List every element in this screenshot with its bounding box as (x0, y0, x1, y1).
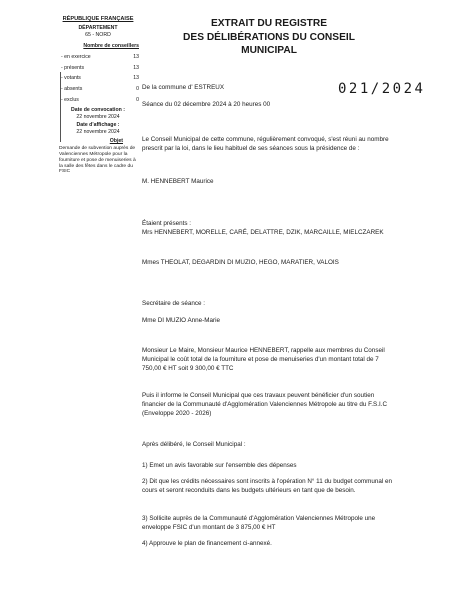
title-line: EXTRAIT DU REGISTRE (210, 18, 328, 29)
count-label: - exclus (61, 96, 79, 103)
affichage-block (57, 122, 139, 135)
decision-item: 1) Emet un avis favorable sur l'ensemble des dépenses (142, 462, 297, 469)
secretaire-name: Mme DI MUZIO Anne-Marie (142, 317, 221, 324)
count-label: - absents (61, 86, 83, 93)
count-row (57, 86, 139, 93)
count-value: 0 (136, 86, 139, 93)
affichage-date: 22 novembre 2024 (76, 128, 120, 135)
departement-label: DÉPARTEMENT (78, 24, 118, 31)
convocation-date: 22 novembre 2024 (76, 113, 120, 120)
count-row (57, 54, 139, 61)
count-value: 13 (133, 53, 139, 60)
title-line: DES DÉLIBÉRATIONS DU CONSEIL (183, 31, 355, 43)
decision-item: 2) Dit que les crédits nécessaires sont inscrits à l'opération N° 11 du budget communal en cours et seront reconduits dans les budgets ultérieurs en tant que de besoin. (142, 478, 393, 494)
seance-line: Séance du 02 décembre 2024 à 20 heures 00 (142, 101, 271, 108)
count-value: 13 (133, 75, 139, 82)
convocation-label: Date de convocation : (71, 107, 125, 114)
document-title (160, 17, 378, 58)
convocation-block (57, 107, 139, 120)
objet-text: Demande de subvention auprès de Valenciennes Métropole pour la fourniture et pose de menuiseries à la salle des fêtes dans le cadre du FSIC (59, 145, 136, 175)
nombre-conseillers-label: Nombre de conseillers (83, 42, 139, 49)
presents-mrs: Mrs HENNEBERT, MORELLE, CARÉ, DELATTRE, DZIK, MARCAILLE, MIELCZAREK (142, 228, 384, 236)
objet-label: Objet (109, 138, 123, 145)
count-row (57, 97, 139, 104)
secretaire-label: Secrétaire de séance : (142, 300, 206, 307)
count-label: - votants (61, 75, 81, 82)
count-value: 13 (133, 64, 139, 71)
count-label: - présents (61, 64, 85, 71)
cost-paragraph: Monsieur Le Maire, Monsieur Maurice HENNEBERT, rappelle aux membres du Conseil Municipal le coût total de la fourniture et pose de menuiseries d'un montant total de 7 750,00 € HT soit 9 300,00 € TTC (142, 347, 385, 372)
sidebar-info (57, 16, 139, 175)
republique-label: RÉPUBLIQUE FRANÇAISE (62, 16, 134, 22)
department-number: 65 - NORD (85, 32, 111, 39)
affichage-label: Date d'affichage : (76, 122, 120, 129)
deliberation-label: Après délibéré, le Conseil Municipal : (142, 441, 246, 448)
decision-item: 3) Sollicite auprès de la Communauté d'Agglomération Valenciennes Métropole une enveloppe FSIC d'un montant de 3 875,00 € HT (142, 515, 376, 531)
commune-line: De la commune d' ESTREUX (142, 84, 225, 91)
sidebar-divider (60, 72, 61, 142)
funding-paragraph: Puis il informe le Conseil Municipal que ces travaux peuvent bénéficier d'un soutien financier de la Communauté d'Agglomération Valenciennes Métropole au titre du F.S.I.C (Enveloppe 2020 - 2026) (142, 392, 388, 417)
decision-item: 4) Approuve le plan de financement ci-annexé. (142, 540, 272, 547)
count-row (57, 75, 139, 82)
title-line: MUNICIPAL (241, 45, 297, 57)
presents-label: Étaient présents : (142, 220, 192, 227)
count-label: - en exercice (61, 53, 91, 60)
count-value: 0 (136, 96, 139, 103)
presents-block (142, 220, 397, 238)
count-row (57, 65, 139, 72)
registration-number: 021/2024 (338, 81, 426, 97)
presents-mmes: Mmes THEOLAT, DEGARDIN DI MUZIO, HEGO, MARATIER, VALOIS (142, 259, 339, 266)
intro-paragraph: Le Conseil Municipal de cette commune, régulièrement convoqué, s'est réuni au nombre prescrit par la loi, dans le lieu habituel de ses séances sous la présidence de : (142, 136, 389, 152)
president-name: M. HENNEBERT Maurice (142, 178, 214, 185)
